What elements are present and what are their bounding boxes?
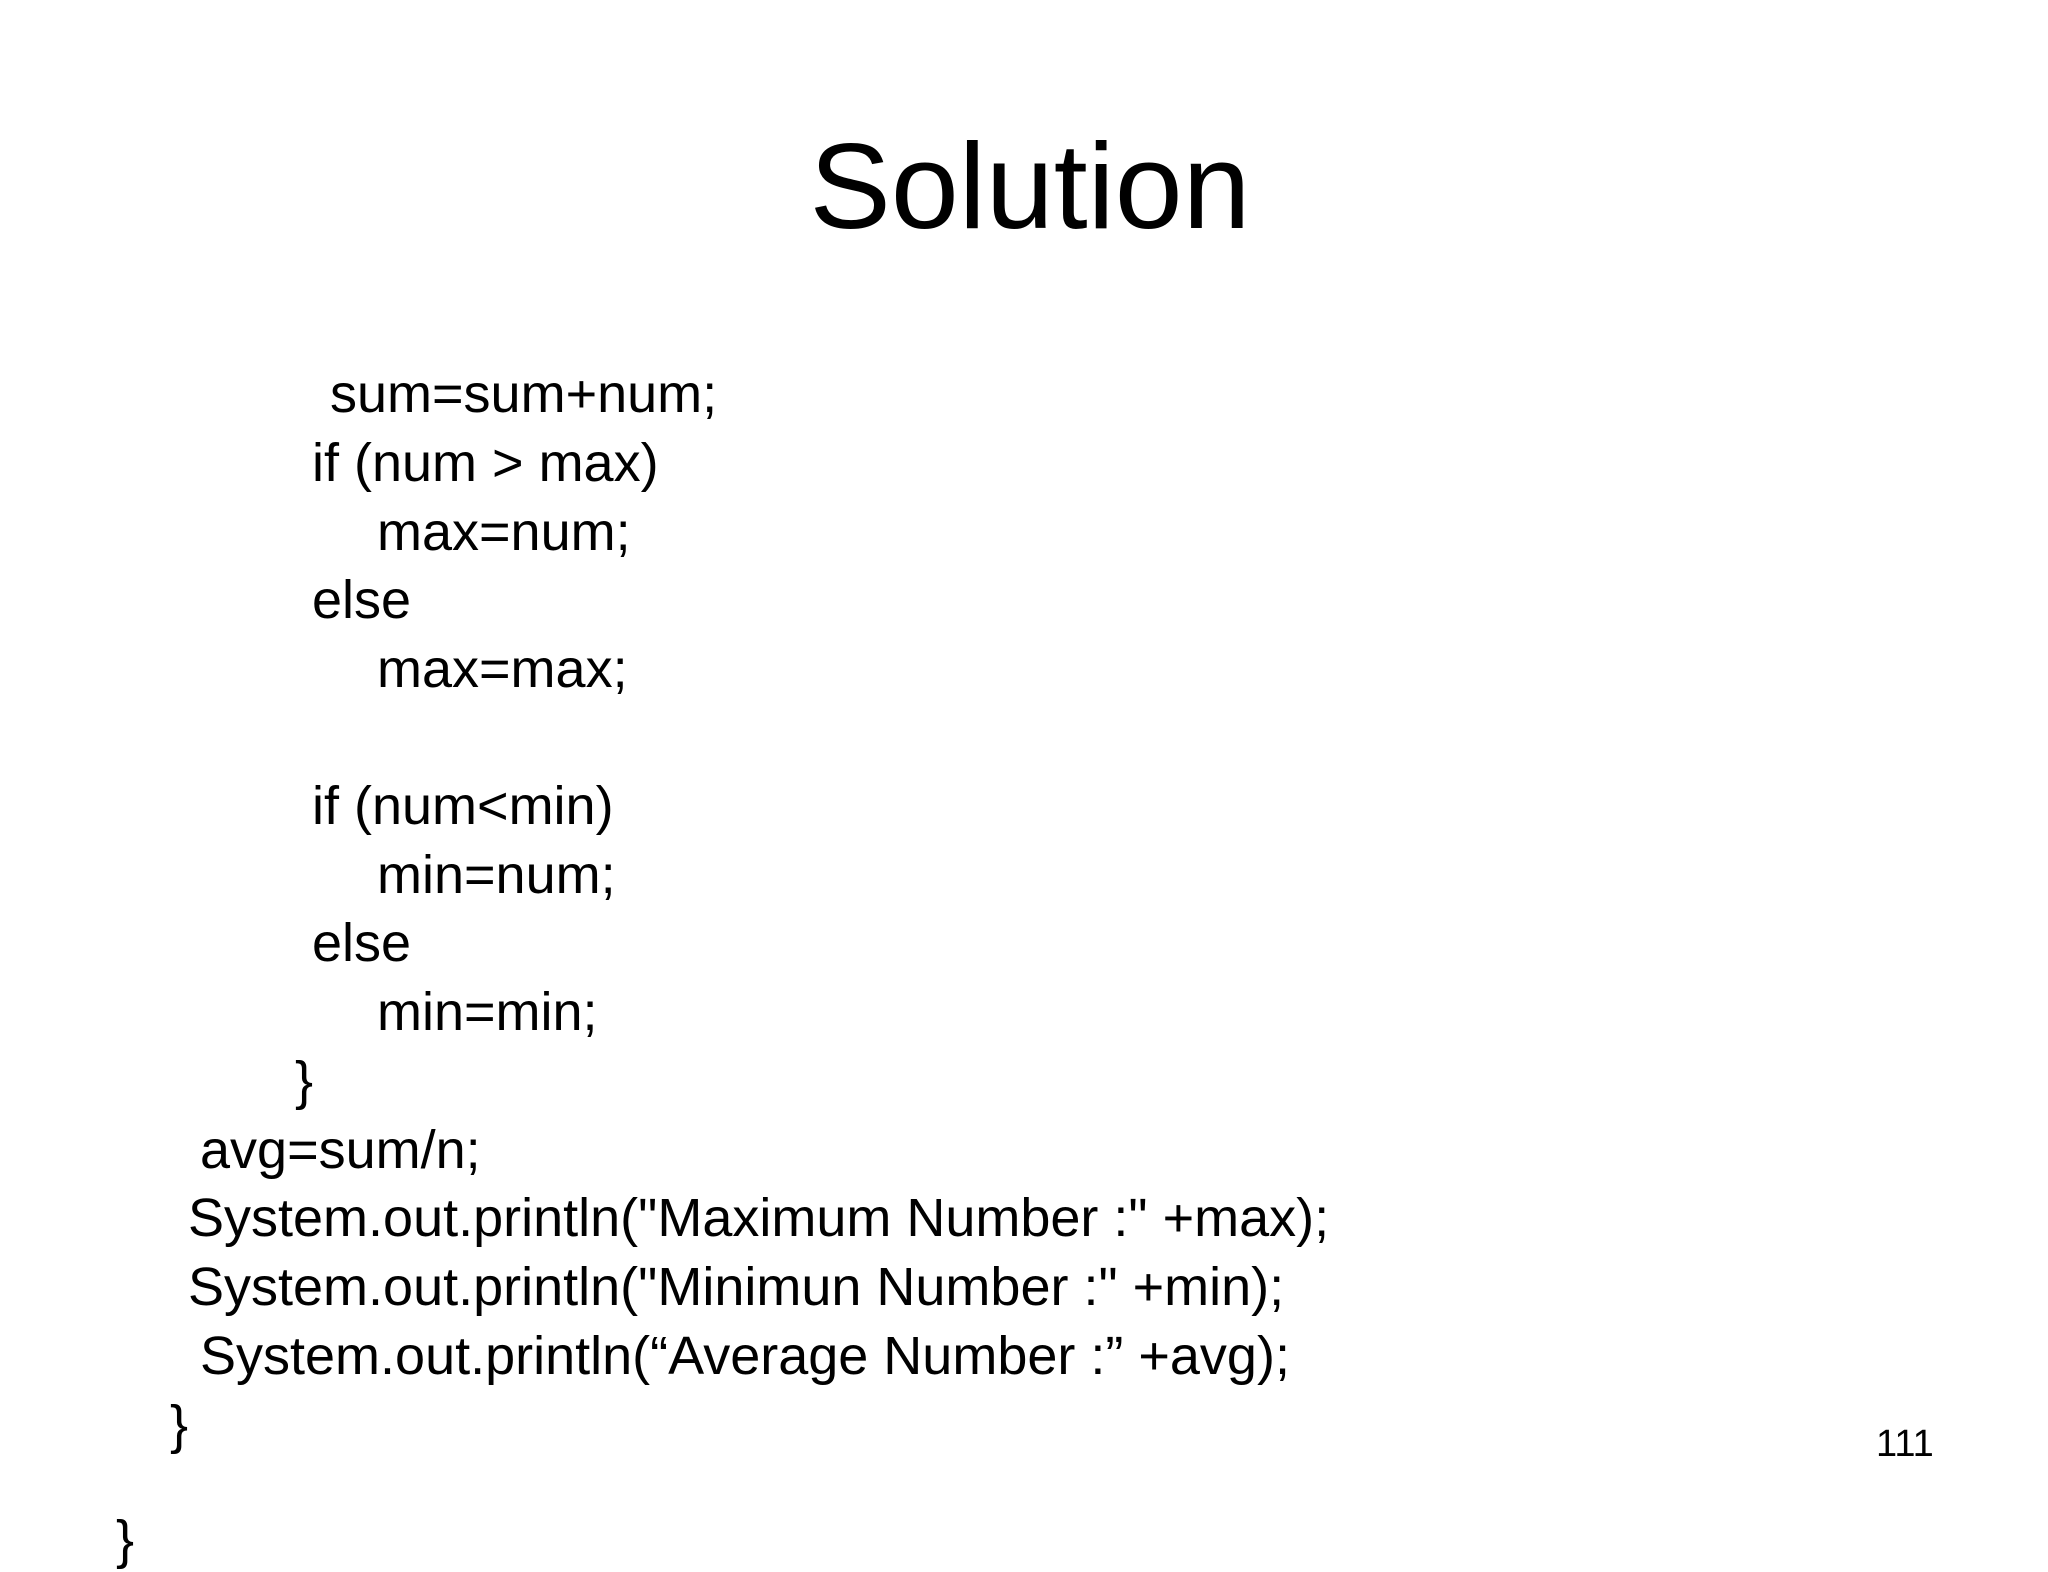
code-line: min=num; [377, 845, 616, 905]
code-line: max=max; [377, 639, 628, 699]
code-line: sum=sum+num; [330, 364, 718, 424]
code-line: else [312, 913, 412, 973]
code-line: } [116, 1510, 135, 1570]
code-line: } [170, 1395, 189, 1455]
code-line: if (num > max) [312, 433, 659, 493]
slide-title-text: Solution [809, 118, 1251, 254]
code-line: System.out.println(“Average Number :” +avg); [200, 1326, 1290, 1386]
code-line: else [312, 570, 412, 630]
code-line: avg=sum/n; [200, 1120, 481, 1180]
code-line: max=num; [377, 502, 631, 562]
slide-title [0, 116, 2048, 256]
code-line: if (num<min) [312, 776, 614, 836]
code-line: System.out.println("Maximum Number :" +max); [188, 1188, 1330, 1248]
page-number: 111 [1876, 1423, 1934, 1465]
code-line: min=min; [377, 982, 598, 1042]
code-line: } [295, 1051, 314, 1111]
code-line: System.out.println("Minimun Number :" +min); [188, 1257, 1285, 1317]
